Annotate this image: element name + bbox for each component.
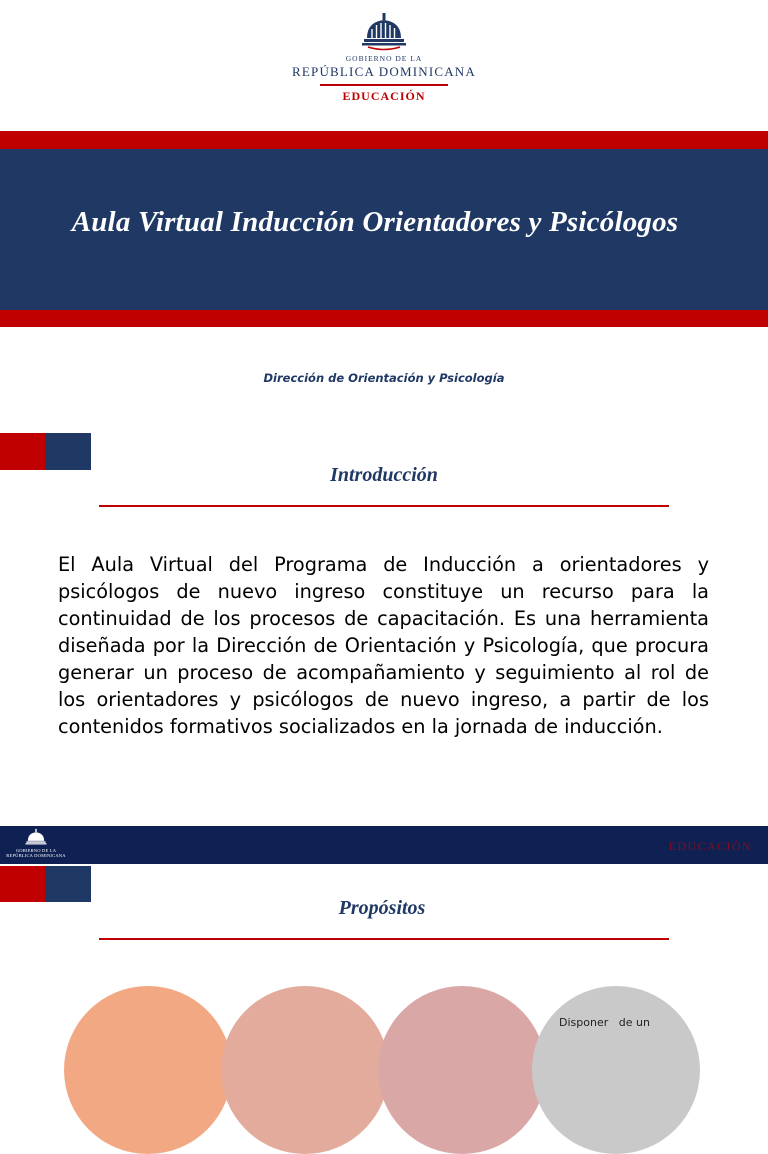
- logo-country-text: REPÚBLICA DOMINICANA: [292, 64, 476, 79]
- department-subtitle: Dirección de Orientación y Psicología: [263, 371, 505, 385]
- logo-government-text: GOBIERNO DE LA: [345, 54, 423, 63]
- banner-bottom-stripe: [0, 310, 768, 327]
- footer-ministry-label: EDUCACIÓN: [668, 839, 752, 853]
- purpose-circle-3: [378, 986, 546, 1154]
- introduction-body: El Aula Virtual del Programa de Inducción a orientadores y psicólogos de nuevo ingreso constituye un recurso para la continuidad de los procesos de capacitación. Es una herramienta diseñada por la Dirección de Orientación y Psicología, que procura generar un proceso de acompañamiento y seguimiento al rol de los orientadores y psicólogos de nuevo ingreso, a partir de los contenidos formativos socializados en la jornada de inducción.: [58, 553, 709, 738]
- logo-ministry-text: EDUCACIÓN: [342, 88, 426, 103]
- purposes-heading: Propósitos: [338, 897, 426, 919]
- footer-logo-line2: REPÚBLICA DOMINICANA: [6, 853, 66, 858]
- banner-top-stripe: [0, 131, 768, 149]
- government-logo: [286, 12, 482, 120]
- purpose-circle-1: [64, 986, 232, 1154]
- small-dome-emblem-icon: [25, 828, 47, 848]
- logo-divider: [320, 84, 448, 86]
- introduction-heading: Introducción: [330, 464, 438, 486]
- footer-logo: [6, 828, 66, 862]
- footer-logo-line1: GOBIERNO DE LA: [15, 848, 57, 853]
- introduction-heading-rule: [99, 505, 669, 507]
- purpose-circle-4: [532, 986, 700, 1154]
- footer-strip: [0, 826, 768, 864]
- purposes-heading-rule: [99, 938, 669, 940]
- dome-emblem-icon: [361, 12, 407, 52]
- purpose-circle-2: [221, 986, 389, 1154]
- purpose-text-partial: Disponer de un: [559, 1016, 650, 1029]
- page-title: Aula Virtual Inducción Orientadores y Psicólogos: [71, 206, 679, 238]
